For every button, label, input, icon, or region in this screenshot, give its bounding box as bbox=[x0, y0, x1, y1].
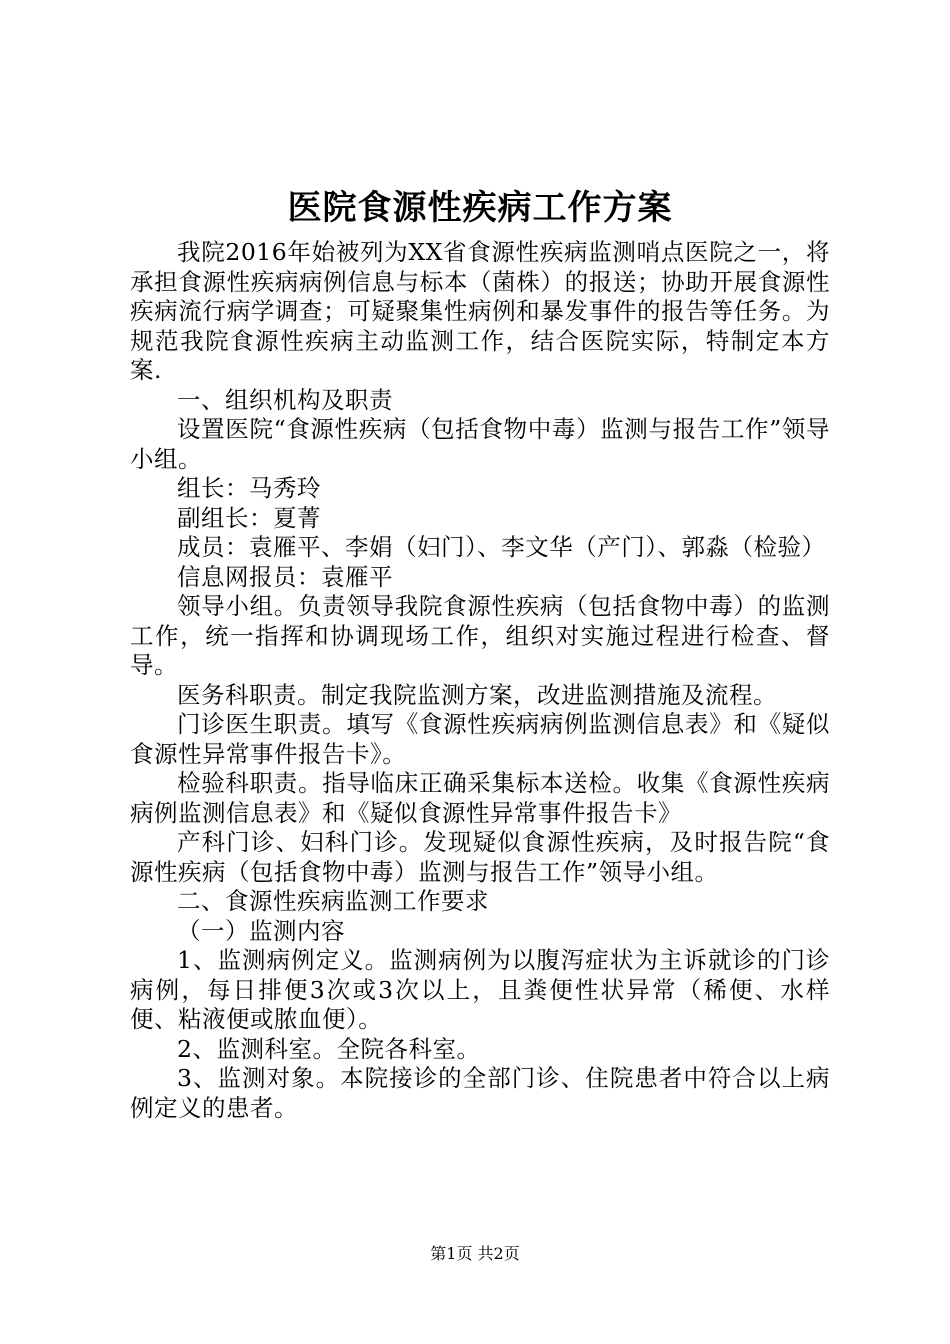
section-heading-organization: 一、组织机构及职责 bbox=[177, 385, 393, 414]
monitoring-departments-paragraph: 2、监测科室。全院各科室。 bbox=[177, 1034, 481, 1063]
monitoring-subjects-paragraph: 3、监测对象。本院接诊的全部门诊、住院患者中符合以上病例定义的患者。 bbox=[130, 1064, 830, 1122]
group-leader-line: 组长：马秀玲 bbox=[177, 474, 321, 502]
section-heading-requirements: 二、食源性疾病监测工作要求 bbox=[177, 887, 489, 915]
lab-dept-duty-paragraph: 检验科职责。指导临床正确采集标本送检。收集《食源性疾病病例监测信息表》和《疑似食源性异常事件报告卡》 bbox=[130, 769, 830, 827]
members-line: 成员：袁雁平、李娟（妇门）、李文华（产门）、郭淼（检验） bbox=[177, 533, 826, 561]
deputy-leader-line: 副组长：夏菁 bbox=[177, 503, 321, 532]
reporter-line: 信息网报员：袁雁平 bbox=[177, 562, 393, 591]
leadership-duty-paragraph: 领导小组。负责领导我院食源性疾病（包括食物中毒）的监测工作，统一指挥和协调现场工作，组织对实施过程进行检查、督导。 bbox=[130, 592, 830, 679]
case-definition-paragraph: 1、监测病例定义。监测病例为以腹泻症状为主诉就诊的门诊病例，每日排便3次或3次以上，且粪便性状异常（稀便、水样便、粘液便或脓血便）。 bbox=[130, 946, 830, 1033]
obgyn-clinic-duty-paragraph: 产科门诊、妇科门诊。发现疑似食源性疾病，及时报告院“食源性疾病（包括食物中毒）监测与报告工作”领导小组。 bbox=[130, 828, 830, 886]
medical-dept-duty-paragraph: 医务科职责。制定我院监测方案，改进监测措施及流程。 bbox=[177, 680, 777, 709]
intro-paragraph: 我院2016年始被列为XX省食源性疾病监测哨点医院之一，将承担食源性疾病病例信息与标本（菌株）的报送；协助开展食源性疾病流行病学调查；可疑聚集性病例和暴发事件的报告等任务。为规范我院食源性疾病主动监测工作，结合医院实际，特制定本方案. bbox=[130, 238, 830, 384]
subsection-heading-content: （一）监测内容 bbox=[177, 916, 345, 945]
leadership-group-paragraph: 设置医院“食源性疾病（包括食物中毒）监测与报告工作”领导小组。 bbox=[130, 415, 830, 473]
document-page bbox=[130, 182, 830, 1123]
page-footer: 第1页 共2页 bbox=[430, 1244, 520, 1263]
outpatient-doctor-duty-paragraph: 门诊医生职责。填写《食源性疾病病例监测信息表》和《疑似食源性异常事件报告卡》。 bbox=[130, 710, 830, 768]
document-title: 医院食源性疾病工作方案 bbox=[287, 188, 673, 228]
